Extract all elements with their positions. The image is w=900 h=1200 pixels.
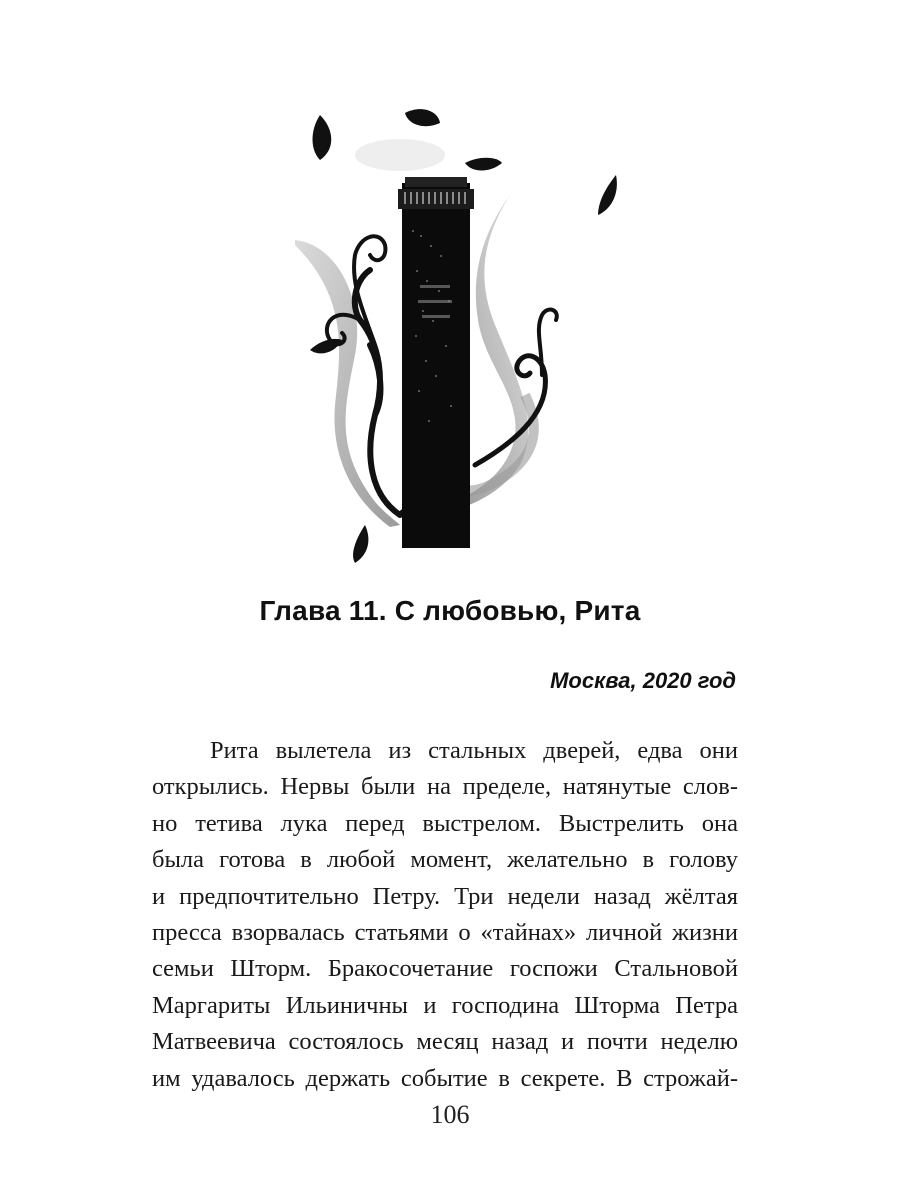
smoke-haze (355, 139, 445, 171)
leaf-left (310, 339, 342, 354)
body-text (152, 733, 738, 1097)
leaf-top-left (313, 115, 332, 160)
leaf-bottom (353, 525, 368, 563)
smoke-swirl-left (295, 240, 400, 527)
body-line: Матвеевича состоялось месяц назад и почти неделю (152, 1028, 738, 1056)
leaf-right (598, 175, 617, 215)
body-line: семьи Шторм. Бракосочетание госпожи Стальновой (152, 955, 738, 983)
vine-left-upper (354, 236, 385, 345)
leaf-top-center (405, 109, 440, 126)
body-line: открылись. Нервы были на пределе, натянутые слов- (152, 773, 738, 801)
body-line: но тетива лука перед выстрелом. Выстрелить она (152, 809, 738, 837)
body-line: пресса взорвалась статьями о «тайнах» личной жизни (152, 918, 738, 946)
chapter-place-date: Москва, 2020 год (550, 668, 736, 693)
body-line: Рита вылетела из стальных дверей, едва они (210, 737, 738, 764)
skyscraper (398, 177, 474, 548)
leaf-mid-left (465, 158, 502, 171)
chapter-illustration-skyscraper (280, 95, 620, 570)
body-line: и предпочтительно Петру. Три недели назад жёлтая (152, 882, 738, 910)
chapter-title: Глава 11. С любовью, Рита (259, 595, 641, 626)
body-line: им удавалось держать событие в секрете. В строжай- (152, 1064, 738, 1092)
body-line: была готова в любой момент, желательно в голову (152, 846, 738, 874)
vine-right-upper (539, 310, 557, 375)
page-number: 106 (430, 1100, 470, 1129)
body-line: Маргариты Ильиничны и господина Шторма Петра (152, 991, 738, 1019)
